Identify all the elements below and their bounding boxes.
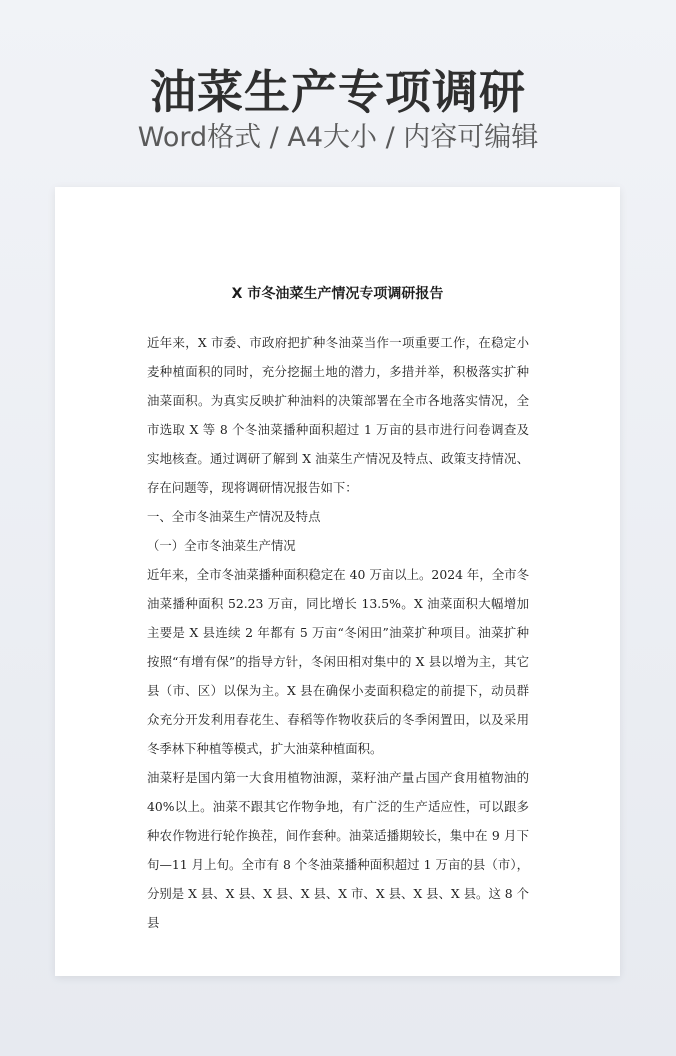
paragraph-intro: 近年来，X 市委、市政府把扩种冬油菜当作一项重要工作，在稳定小麦种植面积的同时，充分挖掘土地的潜力，多措并举，积极落实扩种油菜面积。为真实反映扩种油料的决策部署在全市各地落实情况，全市选取 X 等 8 个冬油菜播种面积超过 1 万亩的县市进行问卷调查及实地核查。通过调研了解到 X 油菜生产情况及特点、政策支持情况、存在问题等，现将调研情况报告如下： [147, 335, 529, 495]
banner-title: 油菜生产专项调研 [150, 65, 526, 119]
document-page [55, 187, 620, 976]
subsection-heading: （一）全市冬油菜生产情况 [147, 538, 296, 553]
paragraph-production: 近年来，全市冬油菜播种面积稳定在 40 万亩以上。2024 年，全市冬油菜播种面积 52.23 万亩，同比增长 13.5%。X 油菜面积大幅增加主要是 X 县连续 2 年都有 5 万亩“冬闲田”油菜扩种项目。油菜扩种按照“有增有保”的指导方针，冬闲田相对集中的 X 县以增为主，其它县（市、区）以保为主。X 县在确保小麦面积稳定的前提下，动员群众充分开发利用春花生、春稻等作物收获后的冬季闲置田，以及采用冬季林下种植等模式，扩大油菜种植面积。 [147, 567, 529, 756]
section-heading: 一、全市冬油菜生产情况及特点 [147, 509, 321, 524]
banner-subtitle: Word格式 / A4大小 / 内容可编辑 [137, 122, 539, 153]
document-title: X 市冬油菜生产情况专项调研报告 [231, 286, 444, 302]
paragraph-rapeseed: 油菜籽是国内第一大食用植物油源，菜籽油产量占国产食用植物油的 40%以上。油菜不跟其它作物争地，有广泛的生产适应性，可以跟多种农作物进行轮作换茬，间作套种。油菜适播期较长，集中在 9 月下旬—11 月上旬。全市有 8 个冬油菜播种面积超过 1 万亩的县（市），分别是 X 县、X 县、X 县、X 县、X 市、X 县、X 县、X 县。这 8 个县 [147, 770, 529, 930]
document-body [147, 328, 529, 937]
